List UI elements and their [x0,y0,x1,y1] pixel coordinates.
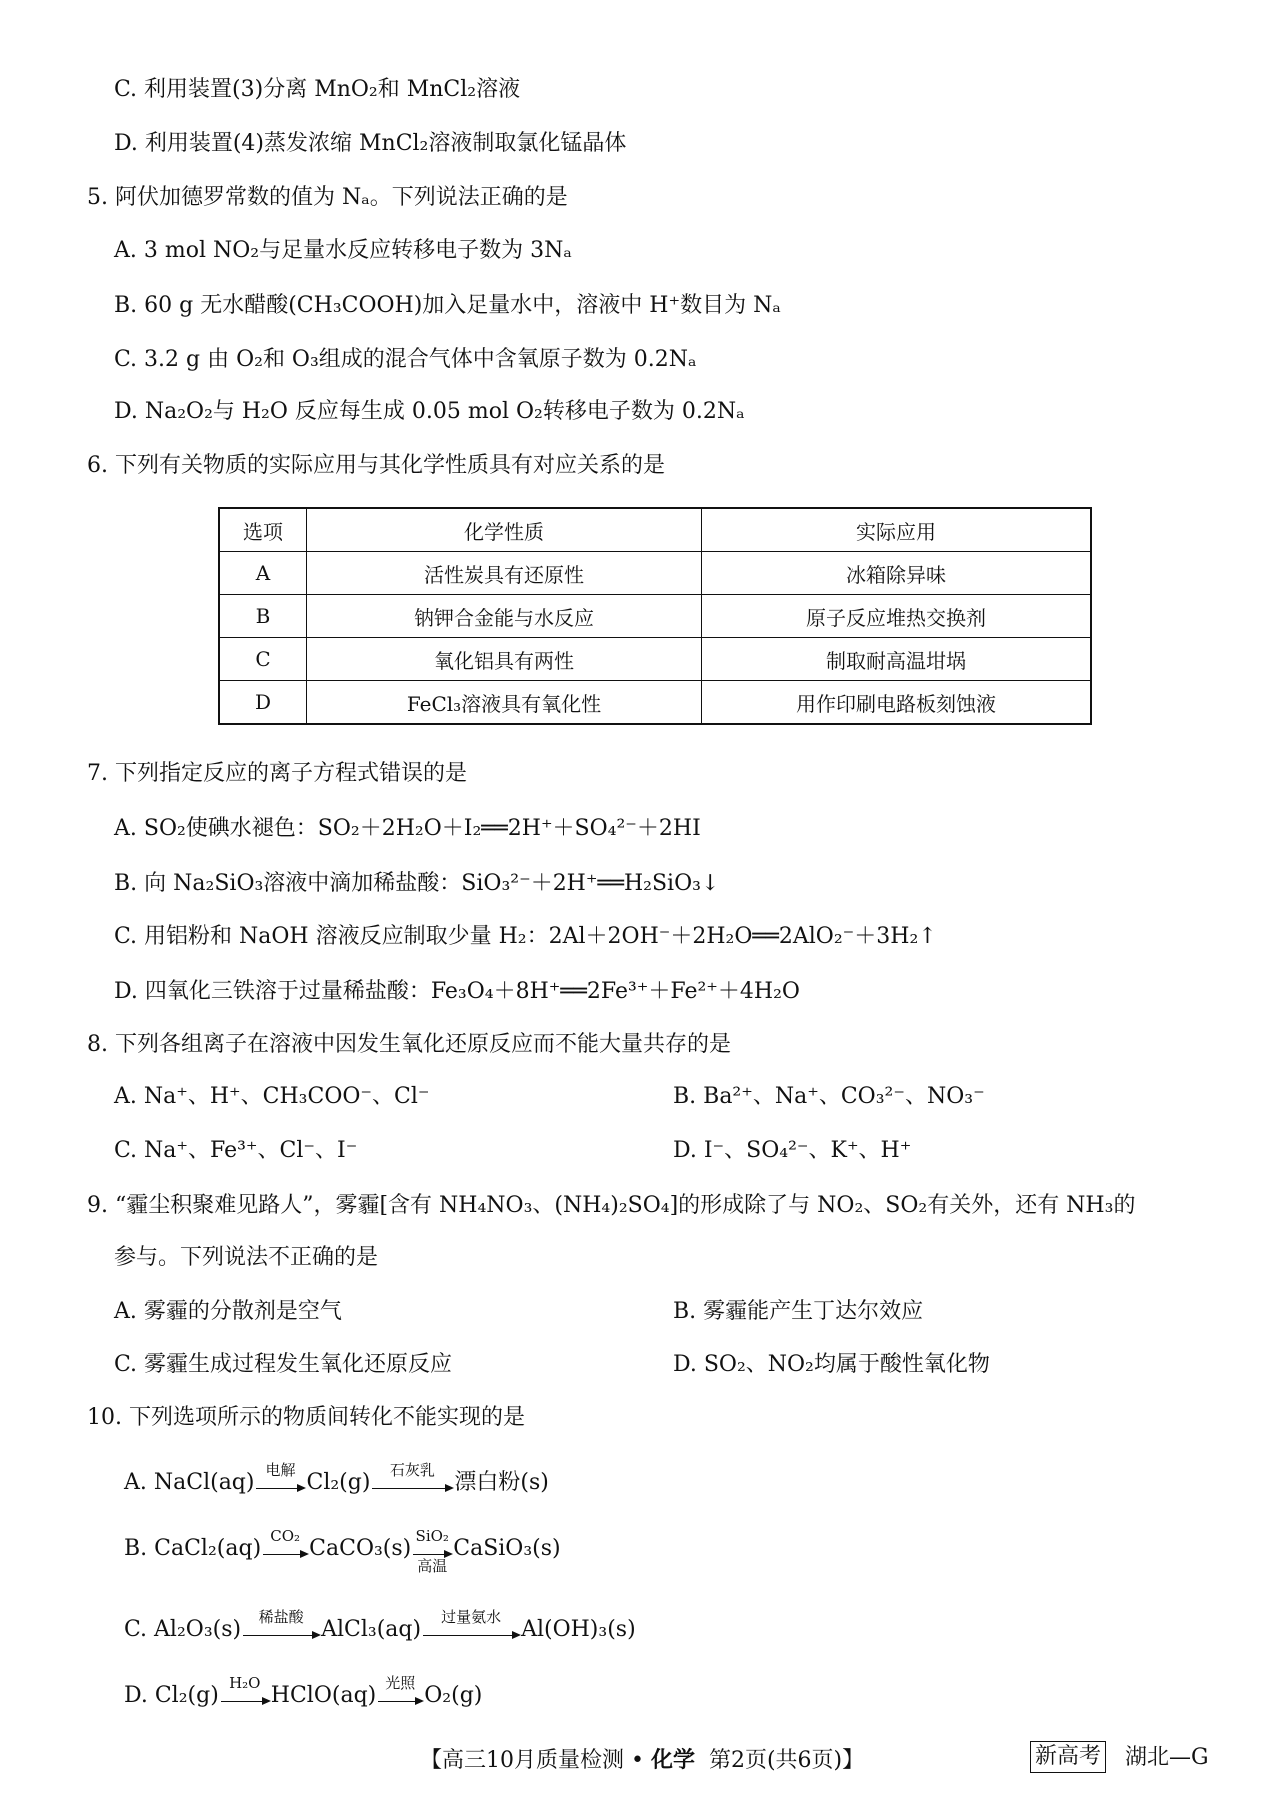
arrow-icon [378,1673,422,1702]
table-cell: 钠钾合金能与水反应 [307,595,702,638]
footer-subject: 化学 [650,1747,695,1773]
condition: 稀盐酸 [258,1607,304,1626]
q8-option-c: C. Na⁺、Fe³⁺、Cl⁻、I⁻ [114,1138,358,1163]
q6-stem: 6. 下列有关物质的实际应用与其化学性质具有对应关系的是 [87,453,665,478]
q9-option-c: C. 雾霾生成过程发生氧化还原反应 [114,1352,453,1377]
q9-option-a: A. 雾霾的分散剂是空气 [114,1299,342,1324]
q8-option-b: B. Ba²⁺、Na⁺、CO₃²⁻、NO₃⁻ [673,1084,985,1109]
table-row [219,638,1091,681]
arrow-icon [413,1526,451,1575]
arrow-icon [243,1607,319,1636]
table-cell: 用作印刷电路板刻蚀液 [702,681,1092,725]
q9-stem-cont: 参与。下列说法不正确的是 [114,1245,379,1270]
reactant: B. CaCl₂(aq) [124,1536,262,1561]
condition: 高温 [417,1556,448,1575]
q7-option-a: A. SO₂使碘水褪色：SO₂＋2H₂O＋I₂══2H⁺＋SO₄²⁻＋2HI [114,816,701,841]
product: 漂白粉(s) [454,1470,549,1495]
reactant: A. NaCl(aq) [124,1470,255,1495]
intermediate: HClO(aq) [270,1683,377,1708]
q6-table [218,507,1092,725]
product: CaSiO₃(s) [453,1536,561,1561]
q5-option-c: C. 3.2 g 由 O₂和 O₃组成的混合气体中含氧原子数为 0.2Nₐ [114,347,697,372]
condition: 光照 [385,1673,416,1692]
intermediate: Cl₂(g) [306,1470,371,1495]
q10-stem: 10. 下列选项所示的物质间转化不能实现的是 [87,1405,525,1430]
condition: CO₂ [270,1526,301,1545]
table-cell: B [219,595,307,638]
q5-stem: 5. 阿伏加德罗常数的值为 Nₐ。下列说法正确的是 [87,185,568,210]
intermediate: CaCO₃(s) [309,1536,412,1561]
condition: 石灰乳 [389,1460,435,1479]
q10-option-b [124,1526,561,1575]
footer-title: 【高三10月质量检测 • [420,1748,651,1773]
table-cell: 氧化铝具有两性 [307,638,702,681]
table-header-row [219,508,1091,552]
q9-option-b: B. 雾霾能产生丁达尔效应 [673,1299,924,1324]
q5-option-b: B. 60 g 无水醋酸(CH₃COOH)加入足量水中，溶液中 H⁺数目为 Nₐ [114,293,781,318]
arrow-icon [256,1460,304,1489]
q7-option-d: D. 四氧化三铁溶于过量稀盐酸：Fe₃O₄＋8H⁺══2Fe³⁺＋Fe²⁺＋4H₂O [114,979,800,1004]
condition: 电解 [265,1460,296,1479]
q7-stem: 7. 下列指定反应的离子方程式错误的是 [87,761,467,786]
q8-option-a: A. Na⁺、H⁺、CH₃COO⁻、Cl⁻ [114,1084,430,1109]
q4-option-c: C. 利用装置(3)分离 MnO₂和 MnCl₂溶液 [114,77,521,102]
q9-stem: 9. “霾尘积聚难见路人”，雾霾[含有 NH₄NO₃、(NH₄)₂SO₄]的形成除了与 NO₂、SO₂有关外，还有 NH₃的 [87,1193,1136,1218]
q4-option-d: D. 利用装置(4)蒸发浓缩 MnCl₂溶液制取氯化锰晶体 [114,131,627,156]
table-cell: 制取耐高温坩埚 [702,638,1092,681]
table-row [219,552,1091,595]
footer-page-number: 第2页(共6页)】 [694,1748,865,1773]
region-label: 湖北—G [1125,1745,1209,1770]
q10-option-d [124,1673,483,1711]
arrow-icon [423,1607,519,1636]
q8-stem: 8. 下列各组离子在溶液中因发生氧化还原反应而不能大量共存的是 [87,1032,731,1057]
q10-option-c [124,1607,636,1645]
condition: H₂O [229,1673,261,1692]
table-cell: D [219,681,307,725]
table-cell: A [219,552,307,595]
product: O₂(g) [424,1683,483,1708]
arrow-icon [221,1673,269,1702]
q10-option-a [124,1460,549,1498]
page-footer [420,1743,864,1774]
reactant: C. Al₂O₃(s) [124,1617,242,1642]
q7-option-c: C. 用铝粉和 NaOH 溶液反应制取少量 H₂：2Al＋2OH⁻＋2H₂O══2AlO₂⁻＋3H₂↑ [114,924,937,949]
reactant: D. Cl₂(g) [124,1683,219,1708]
table-cell: 冰箱除异味 [702,552,1092,595]
product: Al(OH)₃(s) [521,1617,636,1642]
q5-option-a: A. 3 mol NO₂与足量水反应转移电子数为 3Nₐ [114,238,572,263]
table-cell: C [219,638,307,681]
brand-badge: 新高考 [1030,1741,1106,1773]
table-header: 选项 [219,508,307,552]
table-header: 化学性质 [307,508,702,552]
table-row [219,595,1091,638]
intermediate: AlCl₃(aq) [321,1617,422,1642]
q9-option-d: D. SO₂、NO₂均属于酸性氧化物 [673,1352,990,1377]
table-header: 实际应用 [702,508,1092,552]
table-cell: 原子反应堆热交换剂 [702,595,1092,638]
q5-option-d: D. Na₂O₂与 H₂O 反应每生成 0.05 mol O₂转移电子数为 0.2Nₐ [114,399,745,424]
table-cell: FeCl₃溶液具有氧化性 [307,681,702,725]
q7-option-b: B. 向 Na₂SiO₃溶液中滴加稀盐酸：SiO₃²⁻＋2H⁺══H₂SiO₃↓ [114,871,720,896]
condition: 过量氨水 [441,1607,502,1626]
condition: SiO₂ [415,1526,449,1545]
arrow-icon [372,1460,452,1489]
table-row [219,681,1091,725]
arrow-icon [263,1526,307,1555]
q8-option-d: D. I⁻、SO₄²⁻、K⁺、H⁺ [673,1138,912,1163]
table-cell: 活性炭具有还原性 [307,552,702,595]
